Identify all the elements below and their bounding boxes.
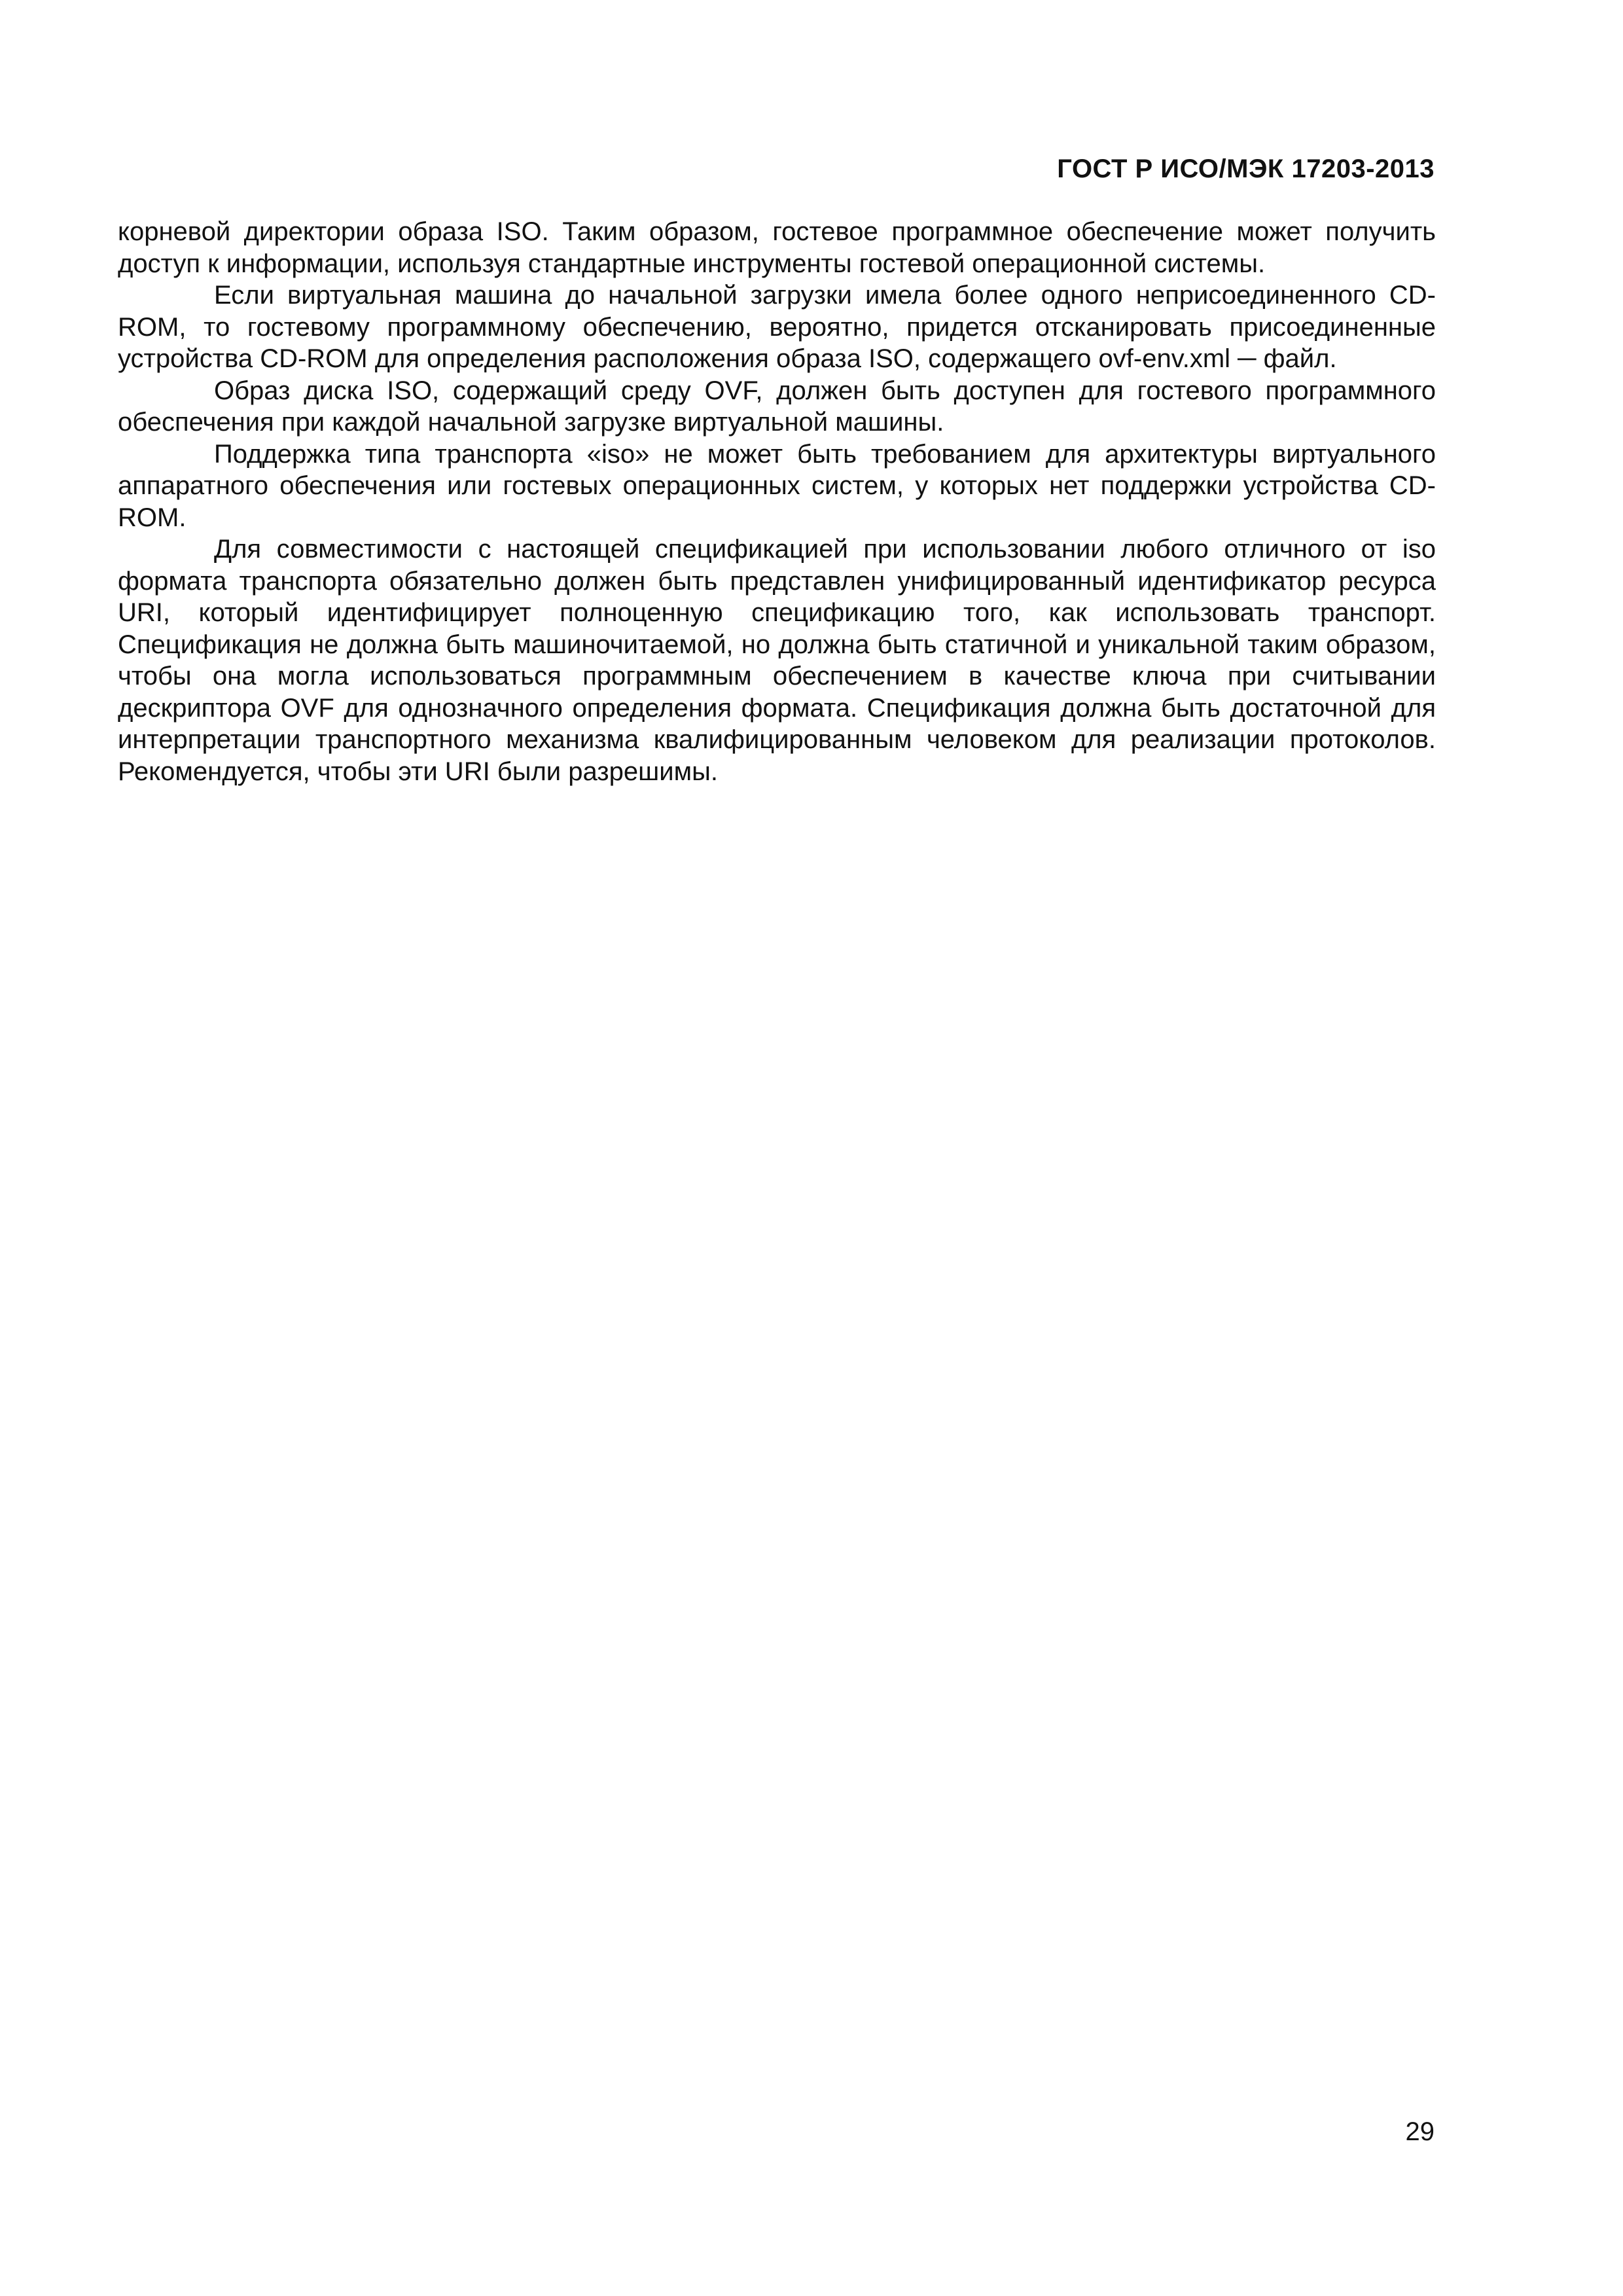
paragraph-transport-uri: Для совместимости с настоящей спецификацией при использовании любого отличного от iso формата транспорта обязательно должен быть представлен унифицированный идентификатор ресурса URI, который идентифицирует полноценную спецификацию того, как использовать транспорт. Спецификация не должна быть машиночитаемой, но должна быть статичной и уникальной таким образом, чтобы она могла использоваться программным обеспечением в качестве ключа при считывании дескриптора OVF для однозначного определения формата. Спецификация должна быть достаточной для интерпретации транспортного механизма квалифицированным человеком для реализации протоколов. Рекомендуется, чтобы эти URI были разрешимы.	[118, 535, 1436, 786]
paragraph-iso-transport-support: Поддержка типа транспорта «iso» не может быть требованием для архитектуры виртуального аппаратного обеспечения или гостевых операционных систем, у которых нет поддержки устройства CD-ROM.	[118, 439, 1436, 532]
document-body	[118, 216, 1436, 787]
paragraph-continuation: корневой директории образа ISO. Таким образом, гостевое программное обеспечение может получить доступ к информации, используя стандартные инструменты гостевой операционной системы.	[118, 217, 1436, 278]
paragraph-cdrom-scan: Если виртуальная машина до начальной загрузки имела более одного неприсоединенного CD-ROM, то гостевому программному обеспечению, вероятно, придется отсканировать присоединенные устройства CD-ROM для определения расположения образа ISO, содержащего ovf-env.xml ─ файл.	[118, 281, 1436, 373]
paragraph-iso-availability: Образ диска ISO, содержащий среду OVF, должен быть доступен для гостевого программного обеспечения при каждой начальной загрузке виртуальной машины.	[118, 376, 1436, 437]
page-number: 29	[1405, 2117, 1435, 2146]
document-header-standard-id: ГОСТ Р ИСО/МЭК 17203-2013	[1057, 154, 1435, 183]
